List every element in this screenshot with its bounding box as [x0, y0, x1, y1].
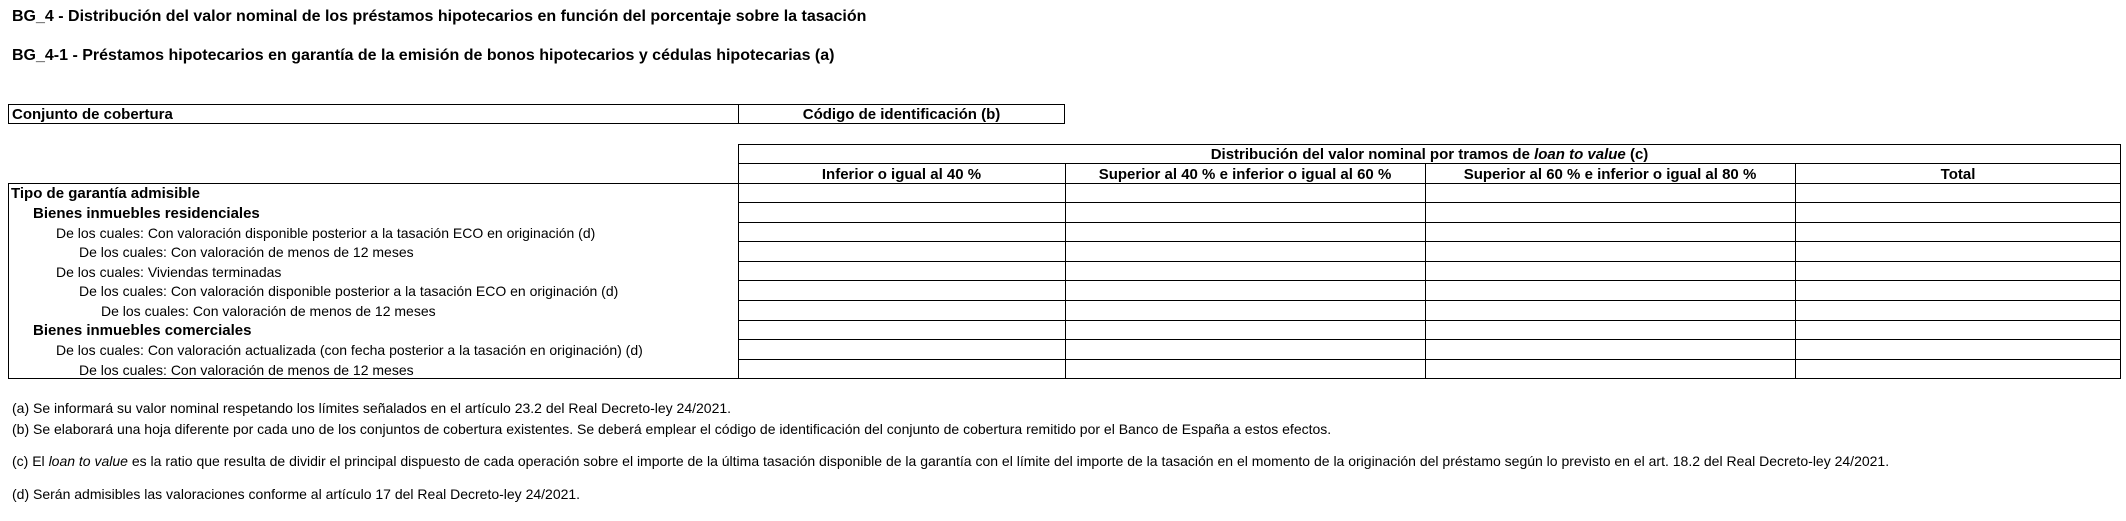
row-divider [738, 339, 2121, 340]
row-divider [738, 300, 2121, 301]
row-divider [738, 261, 2121, 262]
coverage-set-label-cell [8, 104, 739, 124]
row-divider [738, 359, 2121, 360]
row-label-finished-homes-eco: De los cuales: Con valoración disponible posterior a la tasación ECO en originación (d) [79, 283, 619, 299]
footnote-b: (b) Se elaborará una hoja diferente por cada uno de los conjuntos de cobertura existentes. Se deberá emplear el código de identificación del conjunto de cobertura remitido por el Banco de España a estos efectos. [12, 421, 1332, 437]
row-label-residential: Bienes inmuebles residenciales [33, 205, 260, 222]
row-label-residential-eco-12m: De los cuales: Con valoración de menos de 12 meses [79, 244, 414, 260]
row-label-guarantee-type: Tipo de garantía admisible [11, 185, 200, 202]
ltv-group-header: Distribución del valor nominal por tramos de loan to value (c) [1210, 146, 1649, 163]
first-row-divider [738, 202, 2121, 203]
row-divider [738, 320, 2121, 321]
footnote-a: (a) Se informará su valor nominal respetando los límites señalados en el artículo 23.2 del Real Decreto-ley 24/2021. [12, 400, 732, 416]
row-label-finished-homes-12m: De los cuales: Con valoración de menos de 12 meses [101, 303, 436, 319]
identification-code-label: Código de identificación (b) [802, 106, 1001, 123]
footnote-d: (d) Serán admisibles las valoraciones conforme al artículo 17 del Real Decreto-ley 24/2021. [12, 486, 581, 502]
column-header-40-60: Superior al 40 % e inferior o igual al 60 % [1098, 166, 1392, 183]
row-divider [738, 222, 2121, 223]
row-label-finished-homes: De los cuales: Viviendas terminadas [56, 264, 282, 280]
row-divider [738, 280, 2121, 281]
row-label-commercial-12m: De los cuales: Con valoración de menos de 12 meses [79, 362, 414, 378]
column-header-lte-40: Inferior o igual al 40 % [821, 166, 982, 183]
row-divider [738, 241, 2121, 242]
coverage-set-label: Conjunto de cobertura [12, 106, 173, 123]
column-header-total: Total [1940, 166, 1976, 183]
main-title: BG_4 - Distribución del valor nominal de los préstamos hipotecarios en función del porcentaje sobre la tasación [12, 8, 867, 25]
row-label-commercial-updated: De los cuales: Con valoración actualizada (con fecha posterior a la tasación en originación) (d) [56, 342, 643, 358]
column-divider [1795, 163, 1796, 379]
column-header-divider [738, 183, 2121, 184]
column-divider [1065, 163, 1066, 379]
footnote-c: (c) El loan to value es la ratio que resulta de dividir el principal dispuesto de cada operación sobre el importe de la última tasación disponible de la garantía con el límite del importe de la tasación en el momento de la originación del préstamo según lo previsto en el art. 18.2 del Real Decreto-ley 24/2021. [12, 453, 1890, 469]
identification-code-cell[interactable] [738, 104, 1065, 124]
column-header-60-80: Superior al 60 % e inferior o igual al 80 % [1463, 166, 1757, 183]
row-label-residential-eco: De los cuales: Con valoración disponible posterior a la tasación ECO en originación (d) [56, 225, 596, 241]
group-header-divider [738, 163, 2121, 164]
column-divider [1425, 163, 1426, 379]
sub-title: BG_4-1 - Préstamos hipotecarios en garantía de la emisión de bonos hipotecarios y cédulas hipotecarias (a) [12, 47, 835, 64]
row-label-commercial: Bienes inmuebles comerciales [33, 322, 252, 339]
